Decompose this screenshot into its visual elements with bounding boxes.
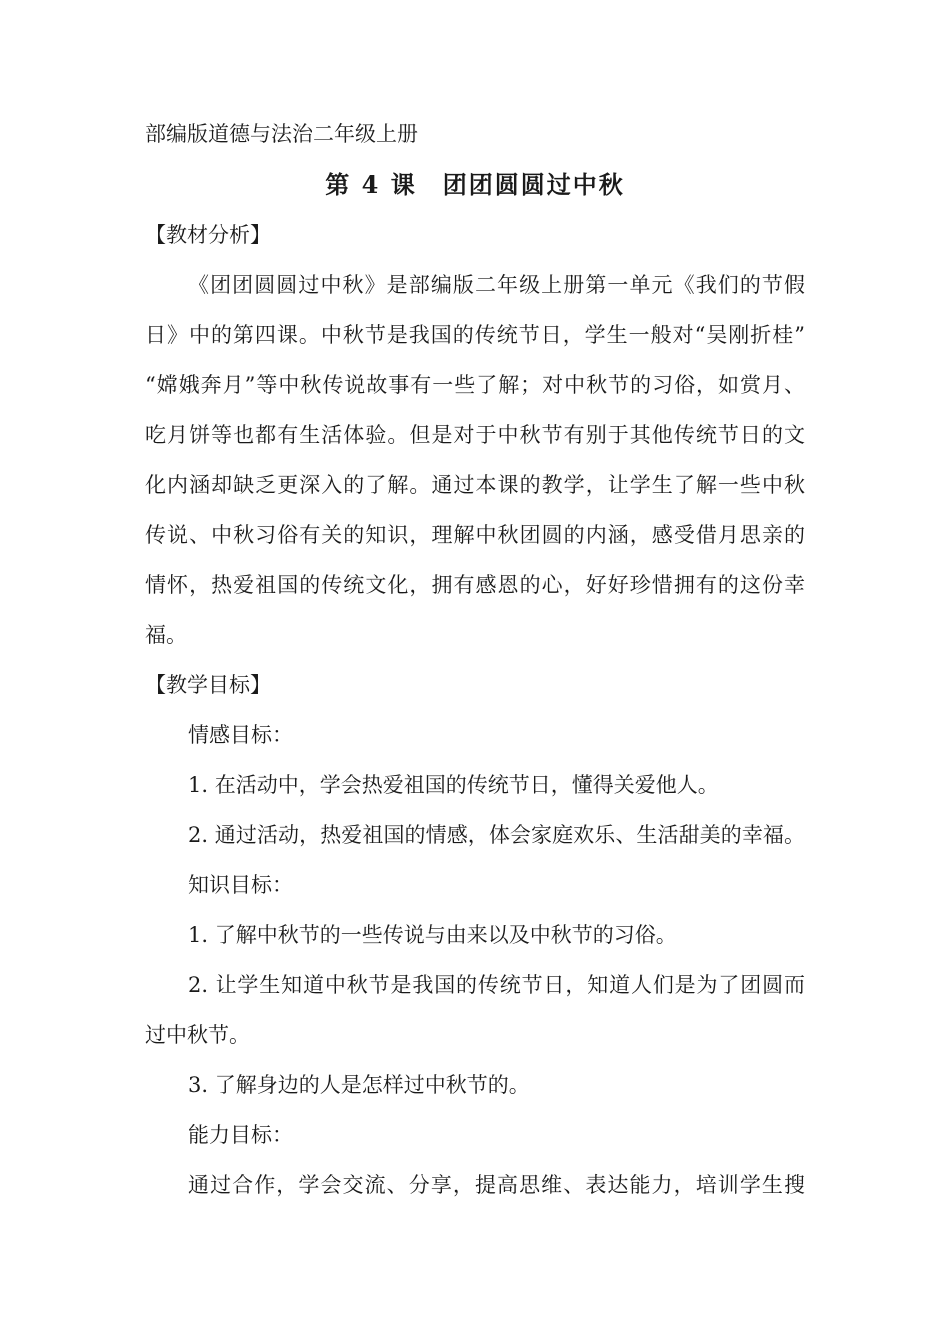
lesson-title: 第 4 课 团团圆圆过中秋 [325,170,625,199]
analysis-heading: 【教材分析】 [145,223,271,247]
emotion-item-1: 1. 在活动中，学会热爱祖国的传统节日，懂得关爱他人。 [188,773,719,797]
analysis-line-6: 传说、中秋习俗有关的知识，理解中秋团圆的内涵，感受借月思亲的 [145,523,805,547]
knowledge-heading: 知识目标： [188,873,293,897]
analysis-line-5: 化内涵却缺乏更深入的了解。通过本课的教学，让学生了解一些中秋 [145,473,805,497]
knowledge-item-3: 3. 了解身边的人是怎样过中秋节的。 [188,1073,530,1097]
knowledge-item-2-line-1: 2. 让学生知道中秋节是我国的传统节日，知道人们是为了团圆而 [188,973,805,997]
analysis-line-4: 吃月饼等也都有生活体验。但是对于中秋节有别于其他传统节日的文 [145,423,805,447]
analysis-line-8: 福。 [145,623,187,647]
book-title: 部编版道德与法治二年级上册 [145,122,418,146]
emotion-heading: 情感目标： [188,723,293,747]
knowledge-item-1: 1. 了解中秋节的一些传说与由来以及中秋节的习俗。 [188,923,677,947]
goals-heading: 【教学目标】 [145,673,271,697]
analysis-line-7: 情怀，热爱祖国的传统文化，拥有感恩的心，好好珍惜拥有的这份幸 [145,573,805,597]
analysis-line-3: “嫦娥奔月”等中秋传说故事有一些了解；对中秋节的习俗，如赏月、 [145,373,805,397]
ability-heading: 能力目标： [188,1123,293,1147]
analysis-line-1: 《团团圆圆过中秋》是部编版二年级上册第一单元《我们的节假 [188,273,805,297]
knowledge-item-2-line-2: 过中秋节。 [145,1023,250,1047]
analysis-line-2: 日》中的第四课。中秋节是我国的传统节日，学生一般对“吴刚折桂” [145,323,805,347]
ability-line-1: 通过合作，学会交流、分享，提高思维、表达能力，培训学生搜 [188,1173,805,1197]
emotion-item-2: 2. 通过活动，热爱祖国的情感，体会家庭欢乐、生活甜美的幸福。 [188,823,805,847]
